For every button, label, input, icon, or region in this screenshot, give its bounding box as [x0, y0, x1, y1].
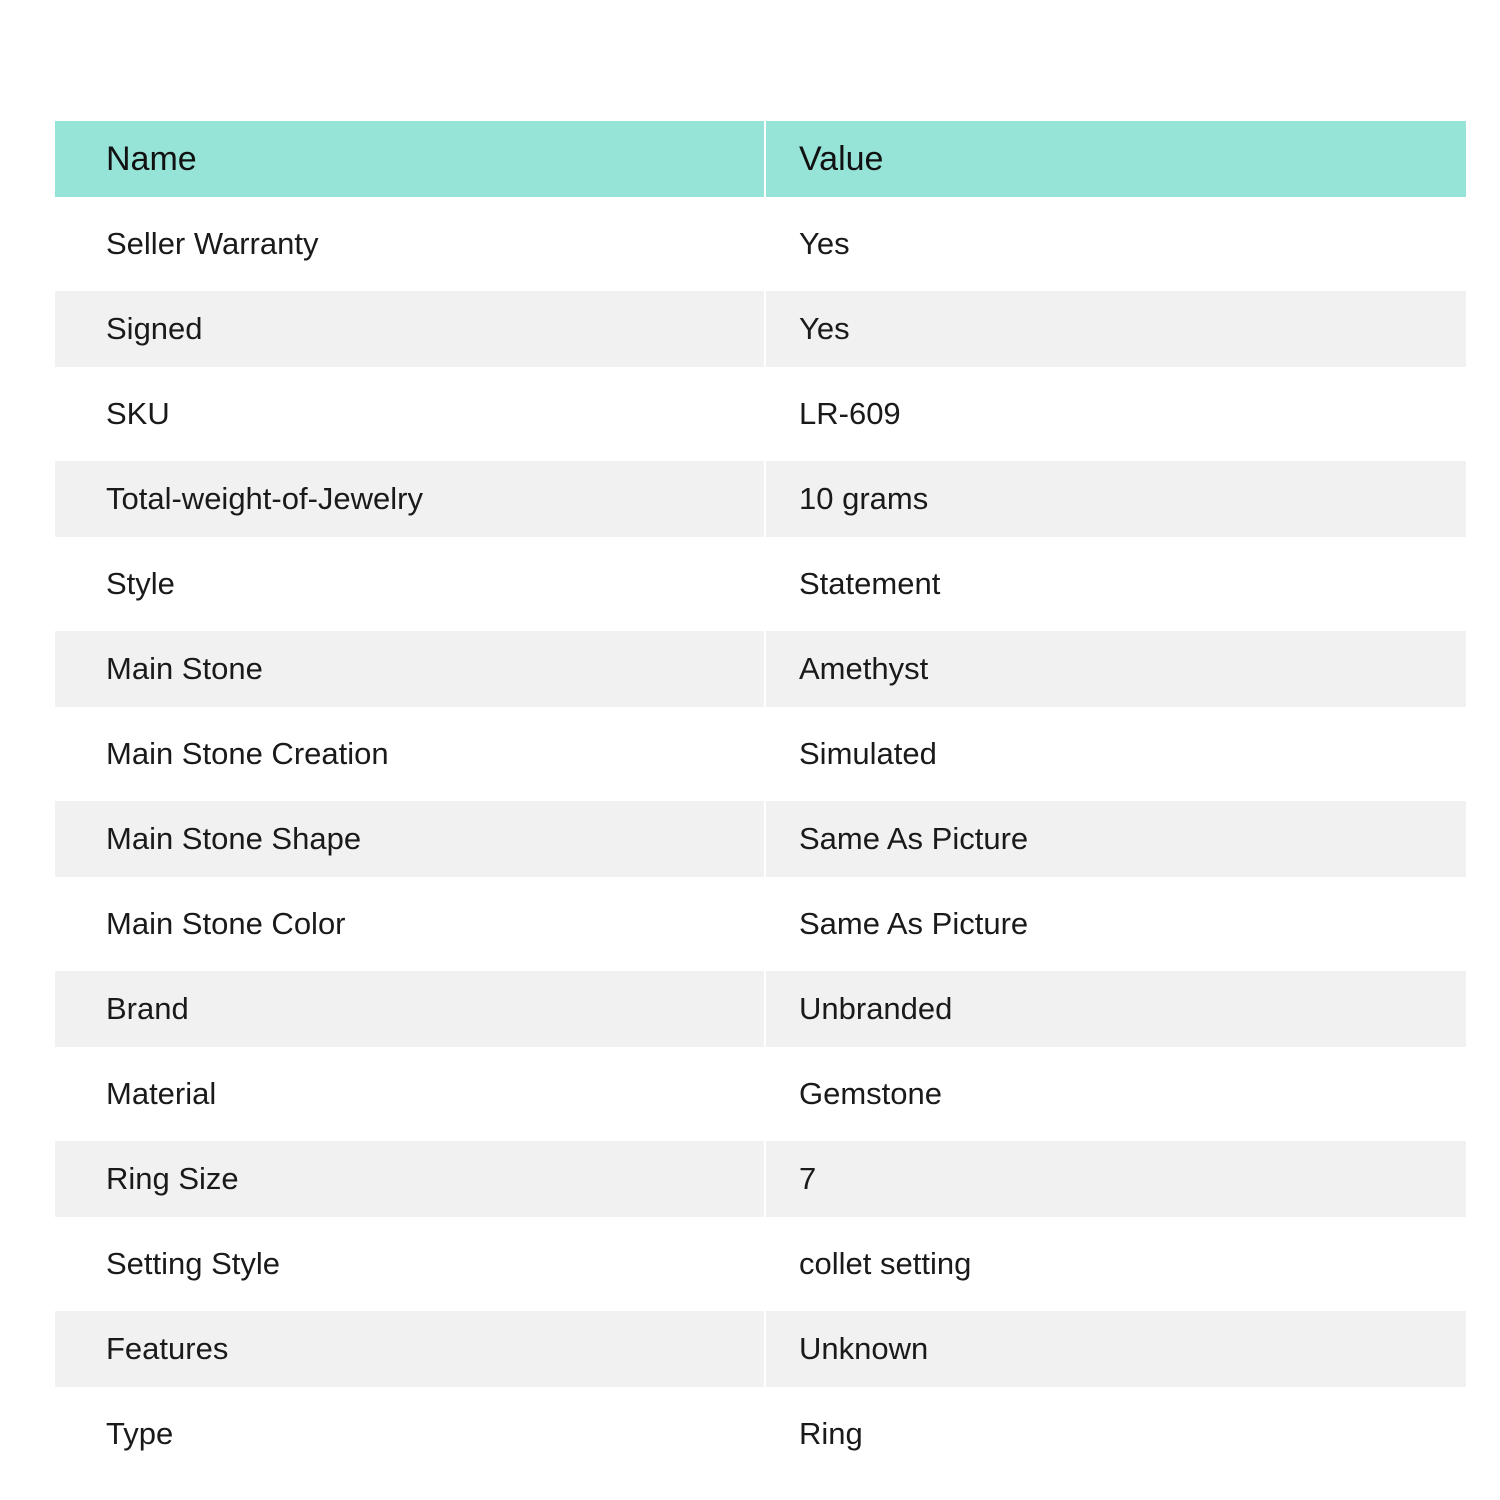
- table-row: [55, 367, 1466, 452]
- table-row: [55, 1141, 1466, 1217]
- row-name: Total-weight-of-Jewelry: [55, 461, 766, 537]
- table-body: [55, 197, 1466, 1472]
- row-name: Ring Size: [55, 1141, 766, 1217]
- table-row: [55, 1311, 1466, 1387]
- row-name: Setting Style: [55, 1217, 766, 1302]
- row-name: Style: [55, 537, 766, 622]
- header-name: Name: [55, 121, 766, 197]
- row-value: Unbranded: [799, 991, 953, 1026]
- row-value: Gemstone: [799, 1075, 943, 1111]
- row-name: Main Stone Shape: [55, 801, 766, 877]
- table-header: [55, 121, 1466, 197]
- table-row: [55, 461, 1466, 537]
- row-value: Same As Picture: [799, 905, 1029, 941]
- row-value: Unknown: [799, 1331, 929, 1366]
- row-value: LR-609: [799, 395, 901, 431]
- row-value: Same As Picture: [799, 821, 1029, 856]
- table-row: [55, 1047, 1466, 1132]
- row-name: Features: [55, 1311, 766, 1387]
- row-name: SKU: [55, 367, 766, 452]
- row-name: Brand: [55, 971, 766, 1047]
- header-value: Value: [799, 139, 884, 178]
- row-value: Yes: [799, 225, 850, 261]
- row-name: Seller Warranty: [55, 197, 766, 282]
- spec-table: [55, 121, 1466, 1472]
- row-name: Main Stone Creation: [55, 707, 766, 792]
- row-value: Yes: [799, 311, 850, 346]
- table-row: [55, 537, 1466, 622]
- row-value: Statement: [799, 565, 941, 601]
- row-value: 10 grams: [799, 481, 929, 516]
- row-value: Ring: [799, 1415, 863, 1451]
- table-row: [55, 707, 1466, 792]
- row-value: 7: [799, 1161, 817, 1196]
- table-row: [55, 631, 1466, 707]
- table-row: [55, 197, 1466, 282]
- row-value: collet setting: [799, 1245, 972, 1281]
- row-value: Amethyst: [799, 651, 929, 686]
- table-row: [55, 1217, 1466, 1302]
- row-name: Signed: [55, 291, 766, 367]
- table-row: [55, 877, 1466, 962]
- row-value: Simulated: [799, 735, 937, 771]
- table-row: [55, 801, 1466, 877]
- table-row: [55, 971, 1466, 1047]
- row-name: Type: [55, 1387, 766, 1472]
- row-name: Main Stone Color: [55, 877, 766, 962]
- table-row: [55, 1387, 1466, 1472]
- row-name: Material: [55, 1047, 766, 1132]
- table-row: [55, 291, 1466, 367]
- row-name: Main Stone: [55, 631, 766, 707]
